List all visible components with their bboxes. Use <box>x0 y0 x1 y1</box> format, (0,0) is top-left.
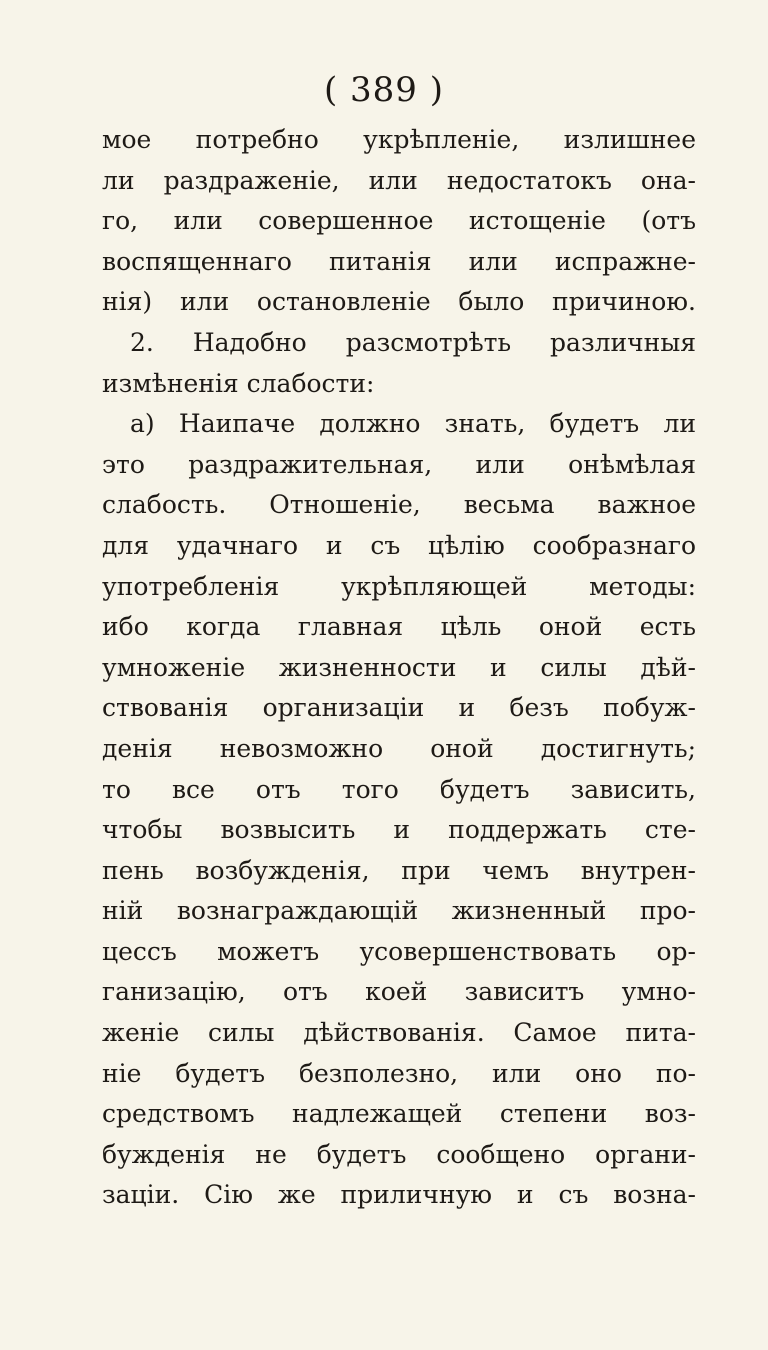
text-line: воспященнаго питанія или испражне- <box>102 246 696 276</box>
text-line: ли раздраженіе, или недостатокъ она- <box>102 165 696 195</box>
text-line: слабость. Отношеніе, весьма важное <box>102 490 696 520</box>
text-line: чтобы возвысить и поддержать сте- <box>102 815 696 845</box>
text-line: 2. Надобно разсмотрѣть различныя <box>130 327 696 357</box>
text-line: денія невозможно оной достигнуть; <box>102 733 696 763</box>
page-number: ( 389 ) <box>323 70 445 110</box>
text-line: заціи. Сію же приличную и съ возна- <box>102 1180 696 1210</box>
text-line: измѣненія слабости: <box>102 368 375 398</box>
text-line: для удачнаго и съ цѣлію сообразнаго <box>102 530 696 560</box>
text-line: ганизацію, отъ коей зависитъ умно- <box>102 977 696 1007</box>
text-line: бужденія не будетъ сообщено органи- <box>102 1139 696 1169</box>
text-line: го, или совершенное истощеніе (отъ <box>102 206 696 236</box>
text-line: ствованія организаціи и безъ побуж- <box>102 693 696 723</box>
text-line: то все отъ того будетъ зависить, <box>102 774 696 804</box>
text-line: средствомъ надлежащей степени воз- <box>102 1099 696 1129</box>
text-line: ніе будетъ безполезно, или оно по- <box>102 1058 696 1088</box>
text-line: женіе силы дѣйствованія. Самое пита- <box>102 1018 696 1048</box>
text-line: нія) или остановленіе было причиною. <box>102 287 696 317</box>
text-line: ній вознаграждающій жизненный про- <box>102 896 696 926</box>
text-line: пень возбужденія, при чемъ внутрен- <box>102 855 696 885</box>
text-line: а) Наипаче должно знать, будетъ ли <box>130 409 696 439</box>
body-text <box>102 120 696 1216</box>
text-line: ибо когда главная цѣль оной есть <box>102 612 696 642</box>
text-line: это раздражительная, или онѣмѣлая <box>102 449 696 479</box>
text-line: цессъ можетъ усовершенствовать ор- <box>102 936 696 966</box>
text-line: умноженіе жизненности и силы дѣй- <box>102 652 696 682</box>
text-line: употребленія укрѣпляющей методы: <box>102 571 696 601</box>
text-line: мое потребно укрѣпленіе, излишнее <box>102 125 696 154</box>
